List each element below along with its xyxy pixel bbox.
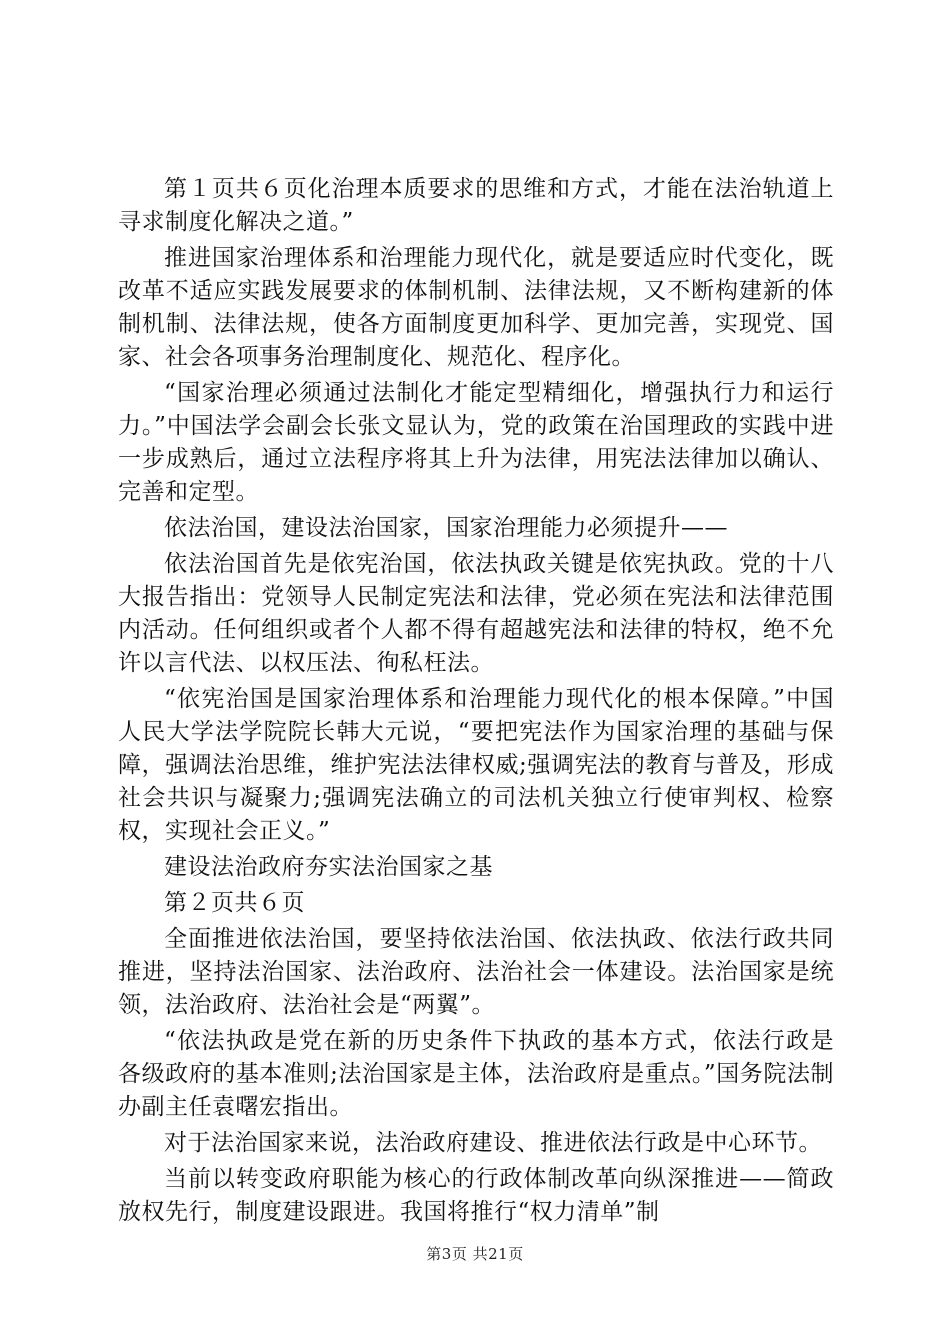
paragraph: 第１页共６页化治理本质要求的思维和方式，才能在法治轨道上寻求制度化解决之道。” [118,176,834,235]
section-heading: 建设法治政府夯实法治国家之基 [164,854,493,880]
paragraph: 全面推进依法治国，要坚持依法治国、依法执政、依法行政共同推进，坚持法治国家、法治政府、法治社会一体建设。法治国家是统领，法治政府、法治社会是“两翼”。 [118,926,834,1018]
page-marker: 第２页共６页 [164,890,305,916]
paragraph: 推进国家治理体系和治理能力现代化，就是要适应时代变化，既改革不适应实践发展要求的体制机制、法律法规，又不断构建新的体制机制、法律法规，使各方面制度更加科学、更加完善，实现党、国家、社会各项事务治理制度化、规范化、程序化。 [118,245,834,370]
paragraph: “国家治理必须通过法制化才能定型精细化，增强执行力和运行力。”中国法学会副会长张文显认为，党的政策在治国理政的实践中进一步成熟后，通过立法程序将其上升为法律，用宪法法律加以确认、完善和定型。 [118,380,834,505]
paragraph: “依宪治国是国家治理体系和治理能力现代化的根本保障。”中国人民大学法学院院长韩大元说，“要把宪法作为国家治理的基础与保障，强调法治思维，维护宪法法律权威;强调宪法的教育与普及，形成社会共识与凝聚力;强调宪法确立的司法机关独立行使审判权、检察权，实现社会正义。” [118,686,834,844]
paragraph: 依法治国，建设法治国家，国家治理能力必须提升—— [164,515,728,541]
paragraph: 当前以转变政府职能为核心的行政体制改革向纵深推进——简政放权先行，制度建设跟进。我国将推行“权力清单”制 [118,1166,834,1225]
paragraph: 依法治国首先是依宪治国，依法执政关键是依宪执政。党的十八大报告指出：党领导人民制定宪法和法律，党必须在宪法和法律范围内活动。任何组织或者个人都不得有超越宪法和法律的特权，绝不允许以言代法、以权压法、徇私枉法。 [118,551,834,676]
page-footer: 第3页 共21页 [426,1245,524,1263]
paragraph: 对于法治国家来说，法治政府建设、推进依法行政是中心环节。 [164,1130,822,1156]
paragraph: “依法执政是党在新的历史条件下执政的基本方式，依法行政是各级政府的基本准则;法治国家是主体，法治政府是重点。”国务院法制办副主任袁曙宏指出。 [118,1028,834,1120]
document-body [118,173,834,1232]
